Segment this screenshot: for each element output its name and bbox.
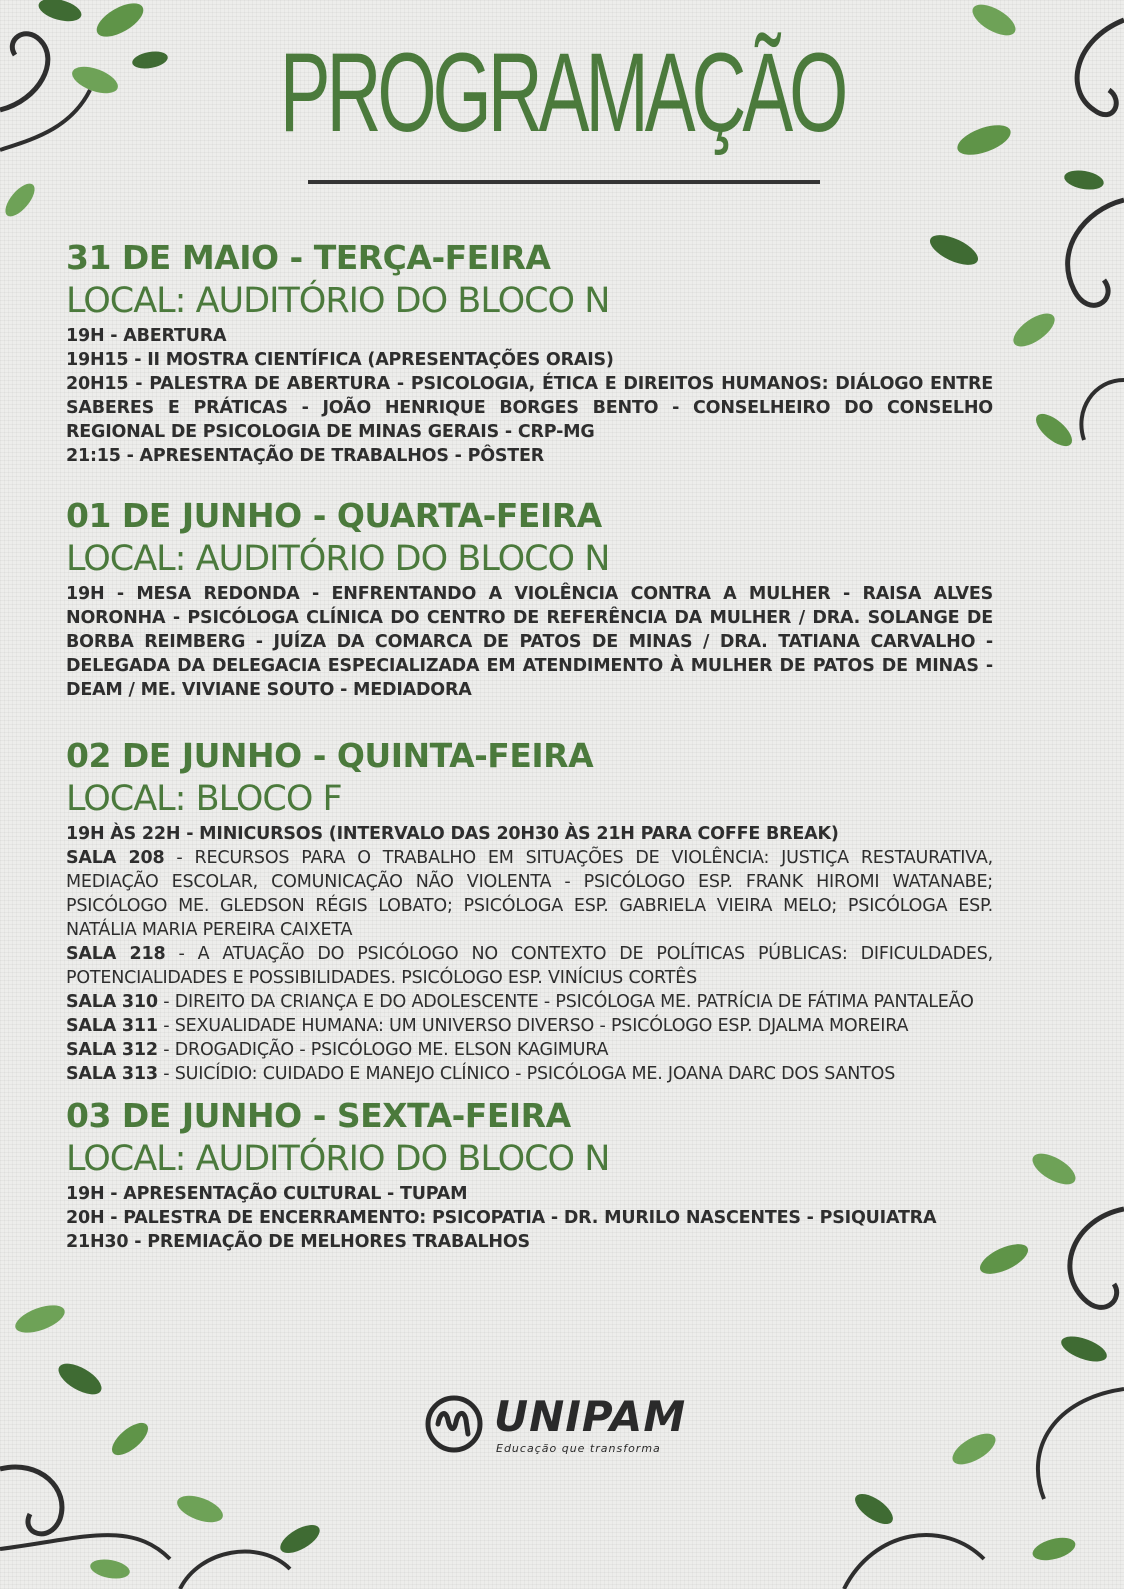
- schedule-item: 19H ÀS 22H - MINICURSOS (INTERVALO DAS 20H30 ÀS 21H PARA COFFE BREAK): [66, 824, 839, 844]
- room-text: - DIREITO DA CRIANÇA E DO ADOLESCENTE - PSICÓLOGA ME. PATRÍCIA DE FÁTIMA PANTALEÃO: [157, 992, 974, 1012]
- room-item: [66, 990, 993, 1014]
- day-01-junho: [66, 494, 993, 702]
- day-location: LOCAL: AUDITÓRIO DO BLOCO N: [66, 539, 610, 579]
- room-item: [66, 1014, 993, 1038]
- room-text: - DROGADIÇÃO - PSICÓLOGO ME. ELSON KAGIMURA: [157, 1040, 609, 1060]
- room-label: SALA 208: [66, 848, 165, 868]
- day-title: 02 DE JUNHO - QUINTA-FEIRA: [66, 736, 594, 775]
- room-label: SALA 311: [66, 1016, 158, 1036]
- schedule-item: 19H15 - II MOSTRA CIENTÍFICA (APRESENTAÇÕES ORAIS): [66, 350, 614, 370]
- day-02-junho: [66, 734, 993, 1086]
- room-item: [66, 1062, 993, 1086]
- day-location: LOCAL: AUDITÓRIO DO BLOCO N: [66, 281, 610, 321]
- vine-leaves-top-left: [0, 0, 200, 240]
- unipam-logo-icon: [424, 1394, 484, 1454]
- schedule-item: 19H - MESA REDONDA - ENFRENTANDO A VIOLÊNCIA CONTRA A MULHER - RAISA ALVES NORONHA - PSICÓLOGA CLÍNICA DO CENTRO DE REFERÊNCIA DA MULHER / DRA. SOLANGE DE BORBA REIMBERG - JUÍZA DA COMARCA DE PATOS DE MINAS / DRA. TATIANA CARVALHO - DELEGADA DA DELEGACIA ESPECIALIZADA EM ATENDIMENTO À MULHER DE PATOS DE MINAS - DEAM / ME. VIVIANE SOUTO - MEDIADORA: [66, 584, 993, 700]
- unipam-logo: [424, 1392, 687, 1462]
- schedule: [66, 236, 993, 1254]
- day-31-maio: [66, 236, 993, 468]
- room-label: SALA 310: [66, 992, 158, 1012]
- day-title: 01 DE JUNHO - QUARTA-FEIRA: [66, 496, 602, 535]
- day-title: 31 DE MAIO - TERÇA-FEIRA: [66, 238, 551, 277]
- schedule-item: 19H - APRESENTAÇÃO CULTURAL - TUPAM: [66, 1184, 468, 1204]
- logo-name: UNIPAM: [494, 1392, 687, 1441]
- room-text: - SEXUALIDADE HUMANA: UM UNIVERSO DIVERSO - PSICÓLOGO ESP. DJALMA MOREIRA: [157, 1016, 909, 1036]
- day-title: 03 DE JUNHO - SEXTA-FEIRA: [66, 1096, 571, 1135]
- schedule-item: 19H - ABERTURA: [66, 326, 227, 346]
- page-title: PROGRAMAÇÃO: [279, 30, 845, 155]
- room-label: SALA 218: [66, 944, 166, 964]
- room-label: SALA 312: [66, 1040, 158, 1060]
- room-item: [66, 942, 993, 990]
- vine-leaves-bottom-left: [0, 1289, 360, 1589]
- title-underline: [308, 180, 820, 184]
- schedule-item: 21H30 - PREMIAÇÃO DE MELHORES TRABALHOS: [66, 1232, 530, 1252]
- schedule-item: 20H15 - PALESTRA DE ABERTURA - PSICOLOGIA, ÉTICA E DIREITOS HUMANOS: DIÁLOGO ENTRE SABERES E PRÁTICAS - JOÃO HENRIQUE BORGES BENTO - CONSELHEIRO DO CONSELHO REGIONAL DE PSICOLOGIA DE MINAS GERAIS - CRP-MG: [66, 374, 993, 442]
- logo-tagline: Educação que transforma: [496, 1442, 661, 1455]
- room-label: SALA 313: [66, 1064, 158, 1084]
- room-item: [66, 1038, 993, 1062]
- schedule-item: 21:15 - APRESENTAÇÃO DE TRABALHOS - PÔSTER: [66, 446, 545, 466]
- room-text: - RECURSOS PARA O TRABALHO EM SITUAÇÕES DE VIOLÊNCIA: JUSTIÇA RESTAURATIVA, MEDIAÇÃO ESCOLAR, COMUNICAÇÃO NÃO VIOLENTA - PSICÓLOGO ESP. FRANK HIROMI WATANABE; PSICÓLOGO ME. GLEDSON RÉGIS LOBATO; PSICÓLOGA ESP. GABRIELA VIEIRA MELO; PSICÓLOGA ESP. NATÁLIA MARIA PEREIRA CAIXETA: [66, 848, 993, 940]
- day-location: LOCAL: AUDITÓRIO DO BLOCO N: [66, 1139, 610, 1179]
- room-text: - A ATUAÇÃO DO PSICÓLOGO NO CONTEXTO DE POLÍTICAS PÚBLICAS: DIFICULDADES, POTENCIALIDADES E POSSIBILIDADES. PSICÓLOGO ESP. VINÍCIUS CORTÊS: [66, 944, 993, 988]
- room-text: - SUICÍDIO: CUIDADO E MANEJO CLÍNICO - PSICÓLOGA ME. JOANA DARC DOS SANTOS: [157, 1064, 896, 1084]
- room-item: [66, 846, 993, 942]
- day-03-junho: [66, 1094, 993, 1254]
- schedule-item: 20H - PALESTRA DE ENCERRAMENTO: PSICOPATIA - DR. MURILO NASCENTES - PSIQUIATRA: [66, 1208, 937, 1228]
- day-location: LOCAL: BLOCO F: [66, 779, 342, 819]
